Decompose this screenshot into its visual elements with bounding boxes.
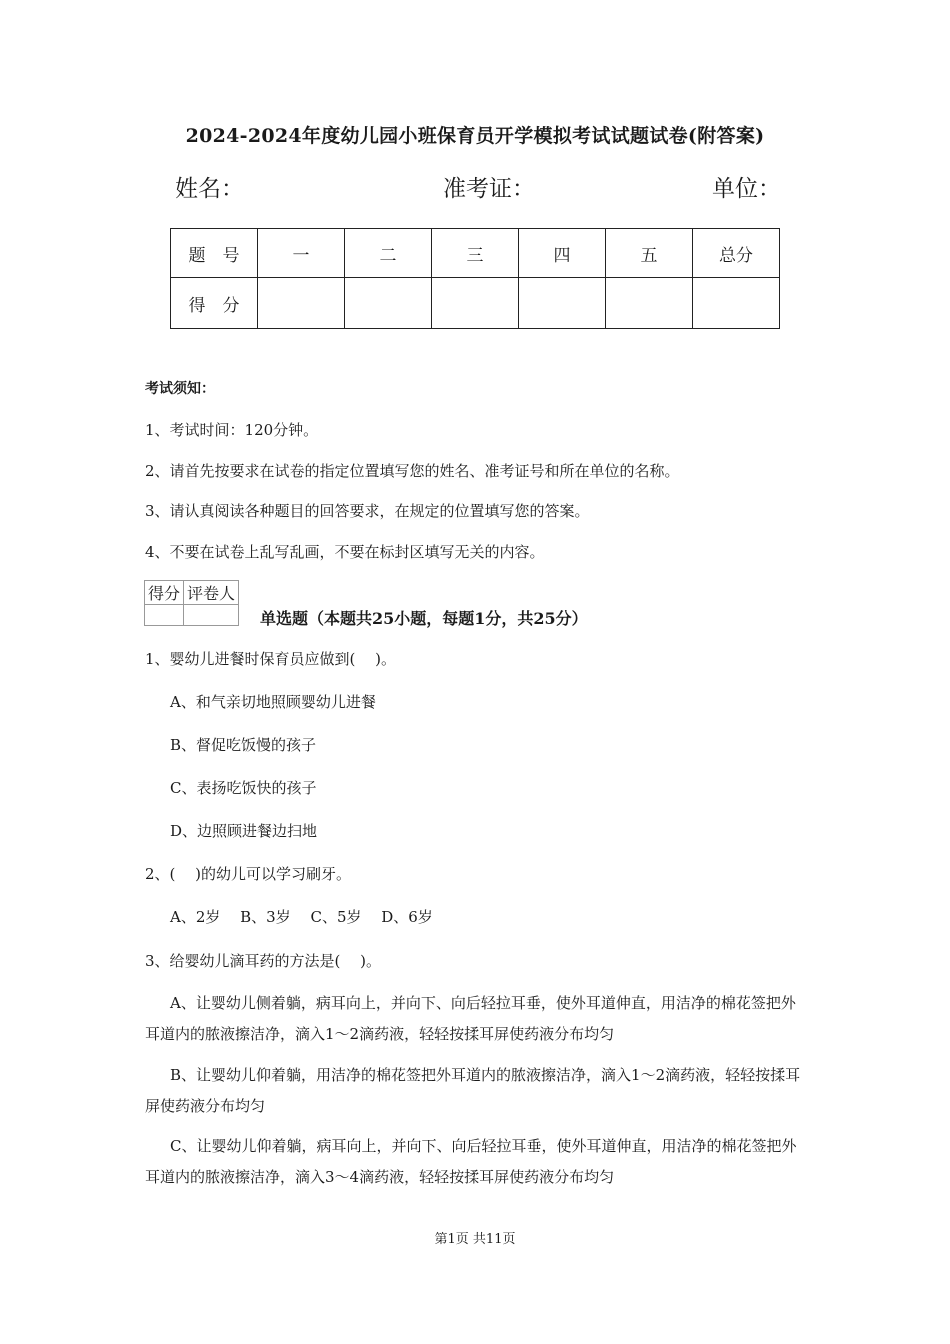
score-header-cell: 四 [519, 229, 606, 278]
question-option: A、和气亲切地照顾婴幼儿进餐 [170, 693, 376, 711]
section-title: 单选题（本题共25小题，每题1分，共25分） [260, 609, 588, 628]
score-cell[interactable] [432, 278, 519, 329]
question-stem: 2、( )的幼儿可以学习刷牙。 [145, 865, 352, 883]
exam-id-label: 准考证： [443, 176, 535, 202]
score-header-cell: 题 号 [171, 229, 258, 278]
score-header-cell: 一 [258, 229, 345, 278]
score-table [170, 228, 780, 329]
question-stem: 3、给婴幼儿滴耳药的方法是( )。 [145, 952, 382, 970]
question-option: C、让婴幼儿仰着躺，病耳向上，并向下、向后轻拉耳垂，使外耳道伸直，用洁净的棉花签把外耳道内的脓液擦洁净，滴入3～4滴药液，轻轻按揉耳屏使药液分布均匀 [145, 1137, 797, 1186]
notice-item: 4、不要在试卷上乱写乱画，不要在标封区填写无关的内容。 [145, 543, 545, 561]
score-cell[interactable] [345, 278, 432, 329]
name-label: 姓名： [175, 176, 244, 202]
question-options-inline: A、2岁 B、3岁 C、5岁 D、6岁 [170, 908, 433, 926]
unit-label: 单位： [712, 176, 781, 202]
grader-name-cell[interactable] [184, 605, 239, 626]
question-option: B、督促吃饭慢的孩子 [170, 736, 317, 754]
score-header-cell: 三 [432, 229, 519, 278]
question-option: D、边照顾进餐边扫地 [170, 822, 318, 840]
score-header-cell: 二 [345, 229, 432, 278]
question-option: B、让婴幼儿仰着躺，用洁净的棉花签把外耳道内的脓液擦洁净，滴入1～2滴药液，轻轻按揉耳屏使药液分布均匀 [145, 1066, 801, 1115]
notice-item: 3、请认真阅读各种题目的回答要求，在规定的位置填写您的答案。 [145, 502, 590, 520]
score-table-score-row [171, 278, 780, 329]
score-row-label: 得 分 [171, 278, 258, 329]
question-option: C、表扬吃饭快的孩子 [170, 779, 317, 797]
score-table-header-row [171, 229, 780, 278]
grader-score-label: 得分 [145, 581, 184, 605]
question-option: A、让婴幼儿侧着躺，病耳向上，并向下、向后轻拉耳垂，使外耳道伸直，用洁净的棉花签把外耳道内的脓液擦洁净，滴入1～2滴药液，轻轻按揉耳屏使药液分布均匀 [145, 994, 796, 1043]
notice-item: 1、考试时间：120分钟。 [145, 421, 319, 439]
score-cell[interactable] [258, 278, 345, 329]
page-footer: 第1页 共11页 [434, 1232, 516, 1247]
grader-box [144, 580, 239, 626]
score-header-cell: 总分 [693, 229, 780, 278]
grader-name-label: 评卷人 [184, 581, 239, 605]
notice-item: 2、请首先按要求在试卷的指定位置填写您的姓名、准考证号和所在单位的名称。 [145, 462, 680, 480]
score-cell[interactable] [519, 278, 606, 329]
question-stem: 1、婴幼儿进餐时保育员应做到( )。 [145, 650, 397, 668]
score-cell[interactable] [693, 278, 780, 329]
score-cell[interactable] [606, 278, 693, 329]
grader-score-cell[interactable] [145, 605, 184, 626]
notice-heading: 考试须知： [145, 381, 215, 397]
score-header-cell: 五 [606, 229, 693, 278]
exam-title: 2024-2024年度幼儿园小班保育员开学模拟考试试题试卷(附答案) [185, 125, 765, 147]
